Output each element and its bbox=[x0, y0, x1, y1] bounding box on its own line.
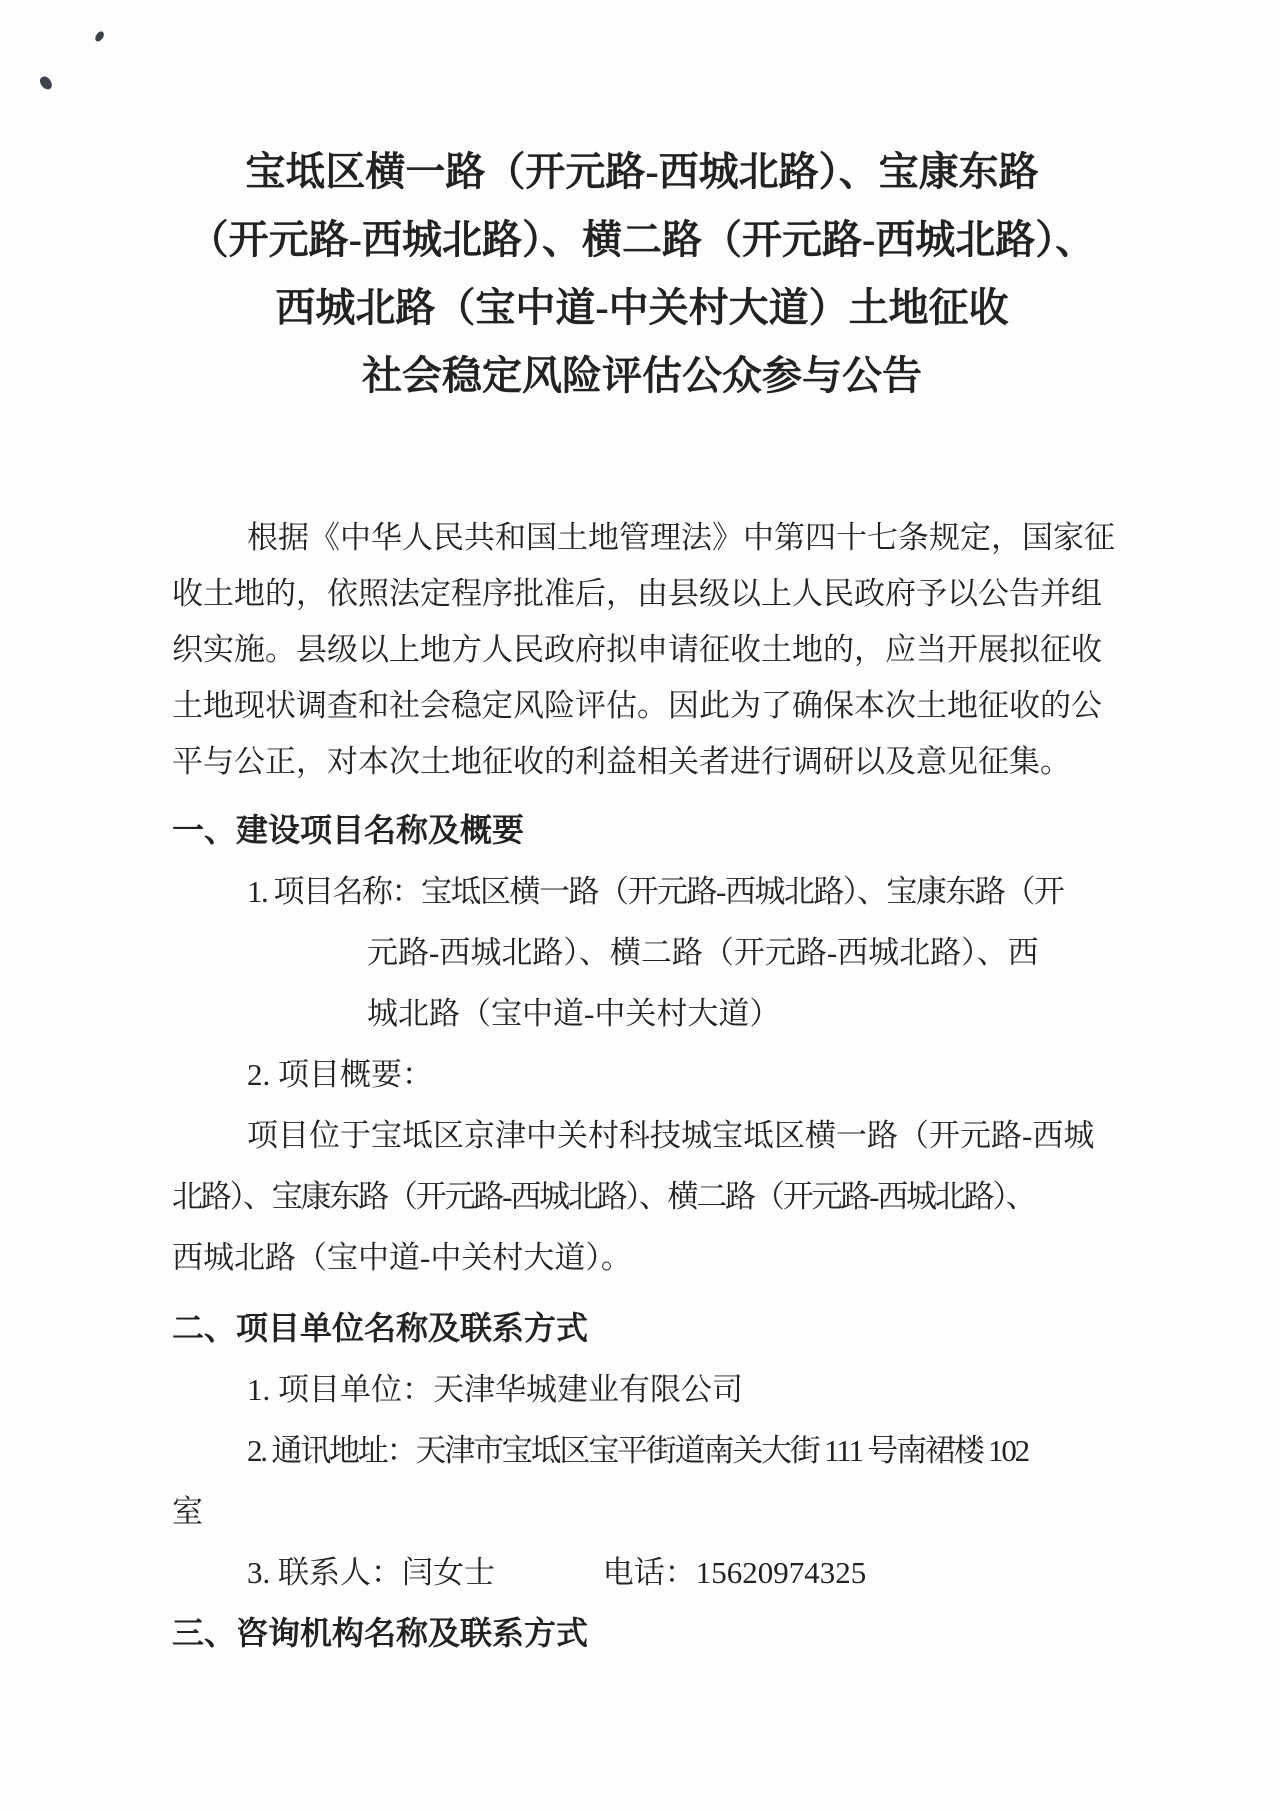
document-content bbox=[172, 0, 1115, 1664]
contact-line bbox=[172, 1542, 1112, 1603]
project-summary-line: 北路）、宝康东路（开元路-西城北路）、横二路（开元路-西城北路）、 bbox=[172, 1179, 1035, 1214]
mail-address-continuation: 室 bbox=[172, 1494, 203, 1529]
section-2-project-unit bbox=[172, 1298, 1112, 1603]
document-title bbox=[172, 138, 1112, 410]
intro-line: 根据《中华人民共和国土地管理法》中第四十七条规定，国家征 bbox=[247, 520, 1115, 555]
contact-person: 3. 联系人：闫女士 bbox=[247, 1555, 495, 1590]
mail-address-line: 2. 通讯地址：天津市宝坻区宝平街道南关大街 111 号南裙楼 102 bbox=[247, 1433, 1028, 1468]
section-3-heading: 三、咨询机构名称及联系方式 bbox=[172, 1615, 589, 1651]
project-summary-line: 项目位于宝坻区京津中关村科技城宝坻区横一路（开元路-西城 bbox=[247, 1118, 1095, 1153]
project-unit-line: 1. 项目单位：天津华城建业有限公司 bbox=[247, 1372, 743, 1407]
section-3-consulting-agency bbox=[172, 1603, 1112, 1664]
section-1-project-name bbox=[172, 800, 1112, 1288]
title-line-4: 社会稳定风险评估公众参与公告 bbox=[362, 353, 922, 398]
intro-line: 平与公正，对本次土地征收的利益相关者进行调研以及意见征集。 bbox=[172, 744, 1071, 779]
project-summary-label: 2. 项目概要： bbox=[247, 1057, 433, 1092]
project-name-line: 1. 项目名称：宝坻区横一路（开元路-西城北路）、宝康东路（开 bbox=[247, 874, 1064, 909]
intro-line: 收土地的，依照法定程序批准后，由县级以上人民政府予以公告并组 bbox=[172, 576, 1102, 611]
section-2-heading: 二、项目单位名称及联系方式 bbox=[172, 1310, 589, 1346]
title-line-2: （开元路-西城北路）、横二路（开元路-西城北路）、 bbox=[188, 217, 1096, 262]
section-1-heading: 一、建设项目名称及概要 bbox=[172, 812, 525, 848]
title-line-1: 宝坻区横一路（开元路-西城北路）、宝康东路 bbox=[245, 149, 1039, 194]
project-summary-line: 西城北路（宝中道-中关村大道）。 bbox=[172, 1240, 632, 1275]
contact-phone: 电话：15620974325 bbox=[602, 1555, 867, 1590]
intro-paragraph bbox=[172, 510, 1115, 790]
intro-line: 织实施。县级以上地方人民政府拟申请征收土地的，应当开展拟征收 bbox=[172, 632, 1102, 667]
ink-speck bbox=[93, 30, 105, 43]
intro-line: 土地现状调查和社会稳定风险评估。因此为了确保本次土地征收的公 bbox=[172, 688, 1102, 723]
project-name-line: 城北路（宝中道-中关村大道） bbox=[367, 996, 781, 1031]
project-name-line: 元路-西城北路）、横二路（开元路-西城北路）、西 bbox=[367, 935, 1039, 970]
title-line-3: 西城北路（宝中道-中关村大道）土地征收 bbox=[275, 285, 1009, 330]
ink-speck bbox=[38, 74, 54, 91]
